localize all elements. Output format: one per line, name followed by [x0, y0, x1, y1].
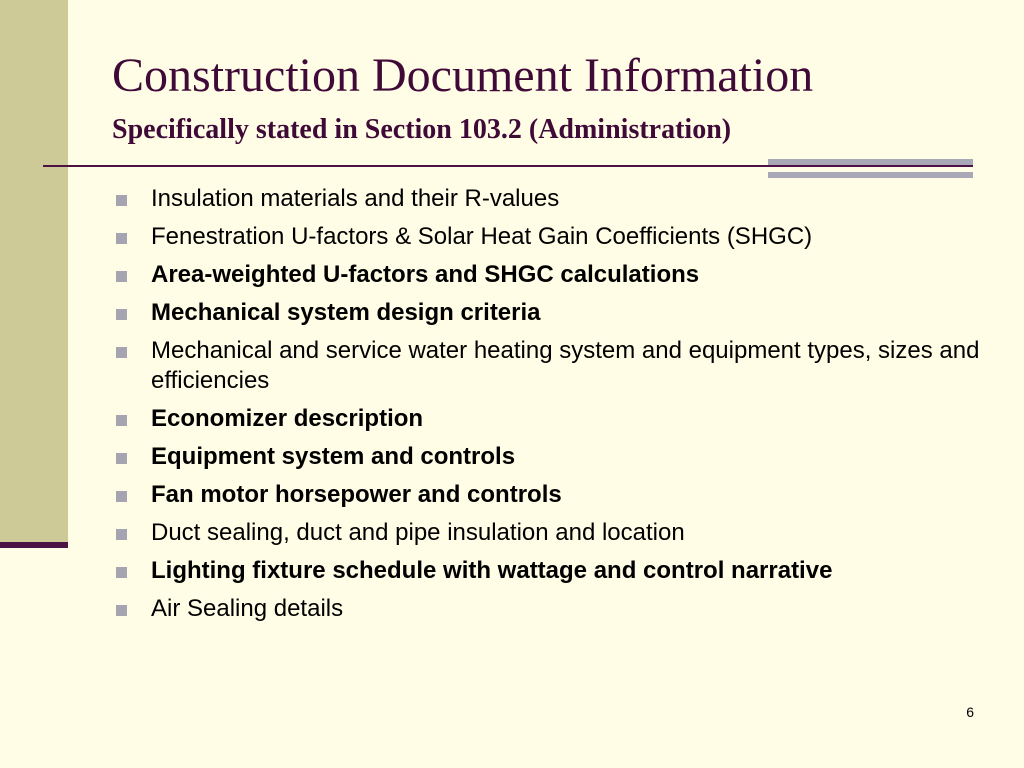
bullet-text: Mechanical system design criteria [151, 299, 541, 326]
bullet-text: Economizer description [151, 405, 424, 432]
list-item [116, 404, 996, 434]
square-bullet-icon [116, 233, 127, 244]
list-item [116, 260, 996, 290]
square-bullet-icon [116, 195, 127, 206]
bullet-text: Insulation materials and their R-values [151, 185, 560, 212]
slide-number: 6 [966, 704, 974, 720]
square-bullet-icon [116, 347, 127, 358]
list-item [116, 480, 996, 510]
list-item [116, 442, 996, 472]
list-item [116, 594, 996, 624]
bullet-text: Area-weighted U-factors and SHGC calculations [151, 261, 700, 288]
square-bullet-icon [116, 567, 127, 578]
square-bullet-icon [116, 453, 127, 464]
bullet-text: Equipment system and controls [151, 443, 516, 470]
bullet-text: Lighting fixture schedule with wattage and control narrative [151, 557, 833, 584]
decorative-bar-lower [768, 172, 973, 178]
list-item [116, 556, 996, 586]
slide-title: Construction Document Information [112, 49, 814, 102]
slide-subtitle: Specifically stated in Section 103.2 (Administration) [112, 114, 732, 145]
left-decorative-band [0, 0, 68, 545]
bullet-text: Duct sealing, duct and pipe insulation and location [151, 519, 685, 546]
square-bullet-icon [116, 271, 127, 282]
list-item [116, 298, 996, 328]
list-item [116, 518, 996, 548]
square-bullet-icon [116, 529, 127, 540]
bullet-text: Air Sealing details [151, 595, 344, 622]
decorative-bar-upper [768, 159, 973, 165]
bullet-text: Mechanical and service water heating system and equipment types, sizes and efficiencies [151, 337, 980, 394]
bullet-text: Fan motor horsepower and controls [151, 481, 562, 508]
list-item [116, 184, 996, 214]
square-bullet-icon [116, 415, 127, 426]
bullet-text: Fenestration U-factors & Solar Heat Gain Coefficients (SHGC) [151, 223, 813, 250]
title-divider [43, 165, 973, 167]
square-bullet-icon [116, 605, 127, 616]
list-item [116, 336, 996, 396]
list-item [116, 222, 996, 252]
square-bullet-icon [116, 309, 127, 320]
square-bullet-icon [116, 491, 127, 502]
bullet-list [116, 184, 996, 632]
left-band-accent-line [0, 542, 68, 548]
